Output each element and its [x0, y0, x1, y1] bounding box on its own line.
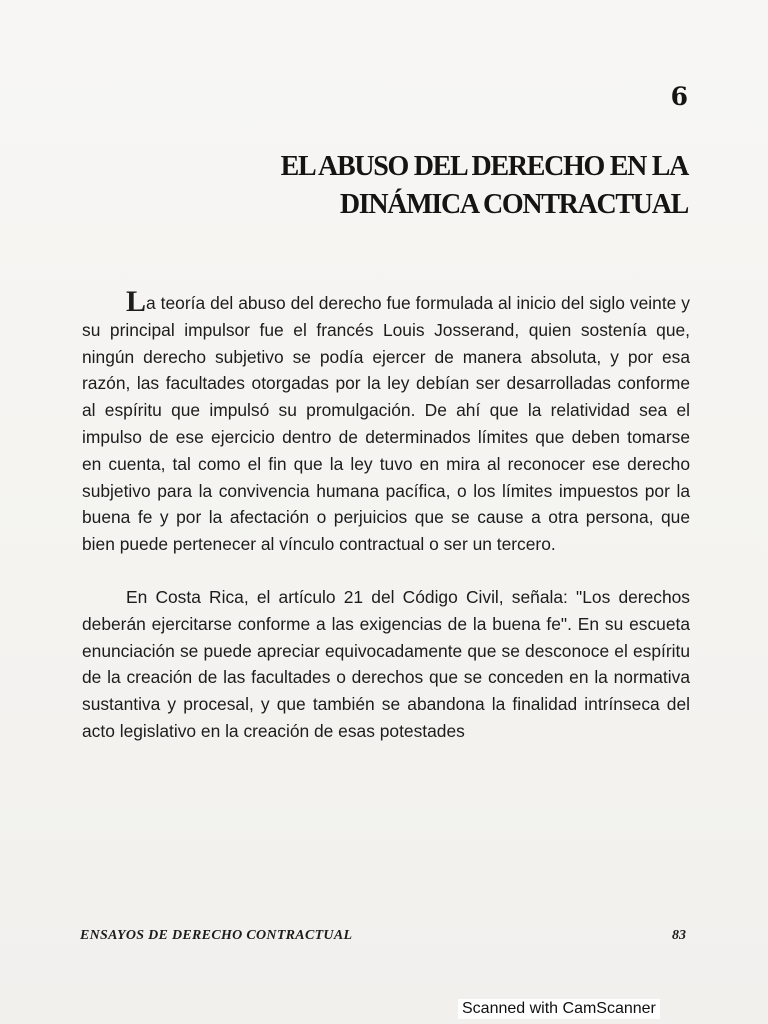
chapter-title-line-1: EL ABUSO DEL DERECHO EN LA — [280, 151, 688, 182]
chapter-number: 6 — [670, 82, 688, 111]
paragraph-2: En Costa Rica, el artículo 21 del Código Civil, señala: "Los derechos deberán ejercitarse conforme a las exigencias de la buena fe". En su escueta enunciación se puede apreciar equivocadamente que se desconoce el espíritu de la creación de las facultades o derechos que se conceden en la normativa sustantiva y procesal, y que también se abandona la finalidad intrínseca del acto legislativo en la creación de esas potestades — [82, 586, 690, 741]
paragraph-1-text: a teoría del abuso del derecho fue formulada al inicio del siglo veinte y su principal impulsor fue el francés Louis Josserand, quien sostenía que, ningún derecho subjetivo se podía ejercer de manera absoluta, y por esa razón, las facultades otorgadas por la ley debían ser desarrolladas conforme al espíritu que impulsó su promulgación. De ahí que la relatividad sea el impulso de ese ejercicio dentro de determinados límites que deben tomarse en cuenta, tal como el fin que la ley tuvo en mira al reconocer ese derecho subjetivo para la convivencia humana pacífica, o los límites impuestos por la buena fe y por la afectación o perjuicios que se cause a otra persona, que bien puede pertenecer al vínculo contractual o ser un tercero. — [82, 293, 690, 555]
page-number: 83 — [672, 928, 686, 943]
chapter-title — [281, 148, 688, 224]
body-text — [82, 285, 690, 745]
drop-cap: L — [126, 285, 147, 318]
chapter-title-line-2: DINÁMICA CONTRACTUAL — [339, 189, 688, 220]
scanner-watermark: Scanned with CamScanner — [458, 999, 660, 1019]
running-footer-title: ENSAYOS DE DERECHO CONTRACTUAL — [80, 928, 353, 943]
paragraph-1 — [82, 285, 690, 558]
